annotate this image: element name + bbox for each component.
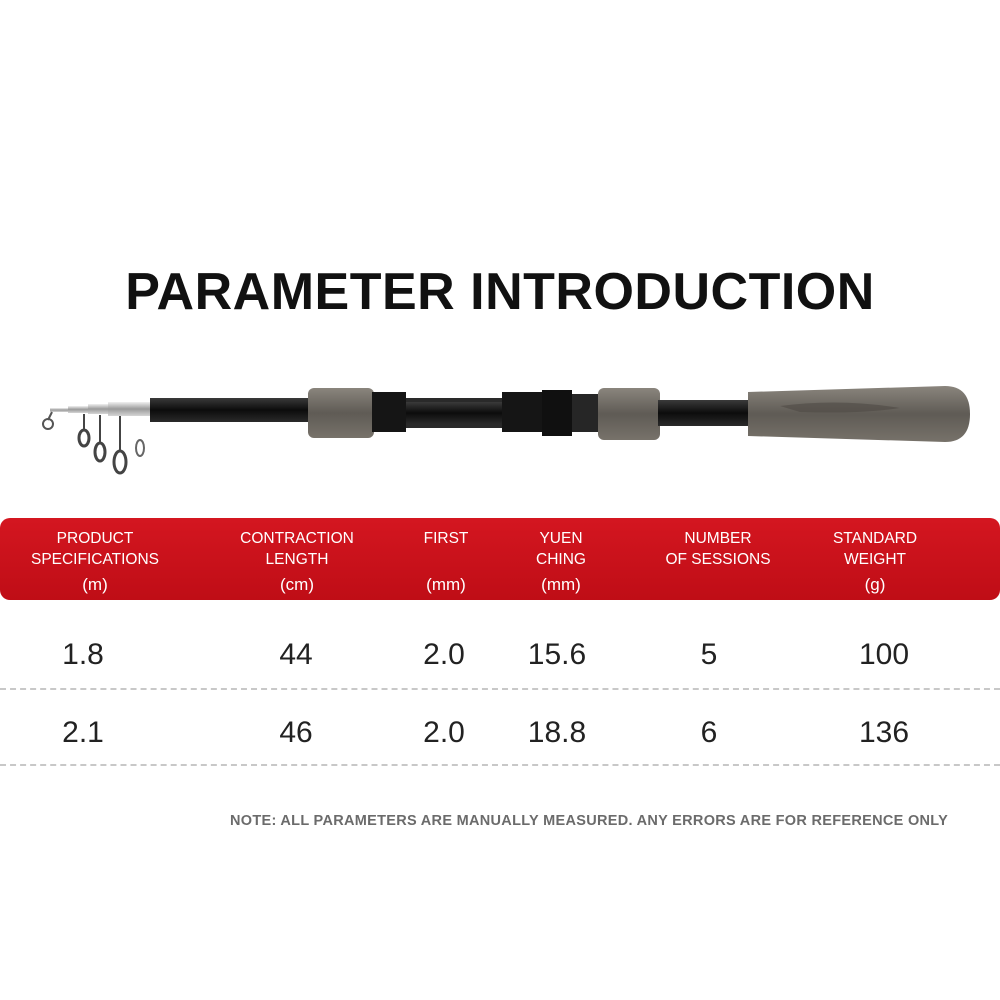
page-title: PARAMETER INTRODUCTION (125, 263, 875, 321)
cell-yuen-ching: 18.8 (527, 716, 587, 749)
cell-number-of-sessions: 5 (700, 638, 718, 671)
cell-first: 2.0 (423, 638, 465, 671)
table-row (0, 716, 1000, 776)
cell-specification: 1.8 (62, 638, 104, 671)
header-yuen-ching: YUEN CHING (mm) (536, 530, 586, 594)
cell-first: 2.0 (423, 716, 465, 749)
header-first: FIRST (mm) (423, 530, 469, 594)
header-contraction-length: CONTRACTION LENGTH (cm) (240, 530, 354, 594)
measurement-note: NOTE: ALL PARAMETERS ARE MANUALLY MEASURED. ANY ERRORS ARE FOR REFERENCE ONLY (230, 813, 949, 829)
table-header-bar (0, 518, 1000, 600)
row-divider (0, 764, 1000, 766)
header-product-specifications: PRODUCT SPECIFICATIONS (m) (30, 530, 160, 594)
cell-standard-weight: 136 (858, 716, 910, 749)
cell-specification: 2.1 (62, 716, 104, 749)
cell-number-of-sessions: 6 (700, 716, 718, 749)
cell-standard-weight: 100 (858, 638, 910, 671)
cell-contraction-length: 46 (279, 716, 313, 749)
cell-contraction-length: 44 (279, 638, 313, 671)
header-number-of-sessions: NUMBER OF SESSIONS (665, 530, 771, 568)
header-standard-weight: STANDARD WEIGHT (g) (832, 530, 918, 594)
fishing-rod-image (40, 380, 980, 490)
cell-yuen-ching: 15.6 (527, 638, 587, 671)
row-divider (0, 688, 1000, 690)
